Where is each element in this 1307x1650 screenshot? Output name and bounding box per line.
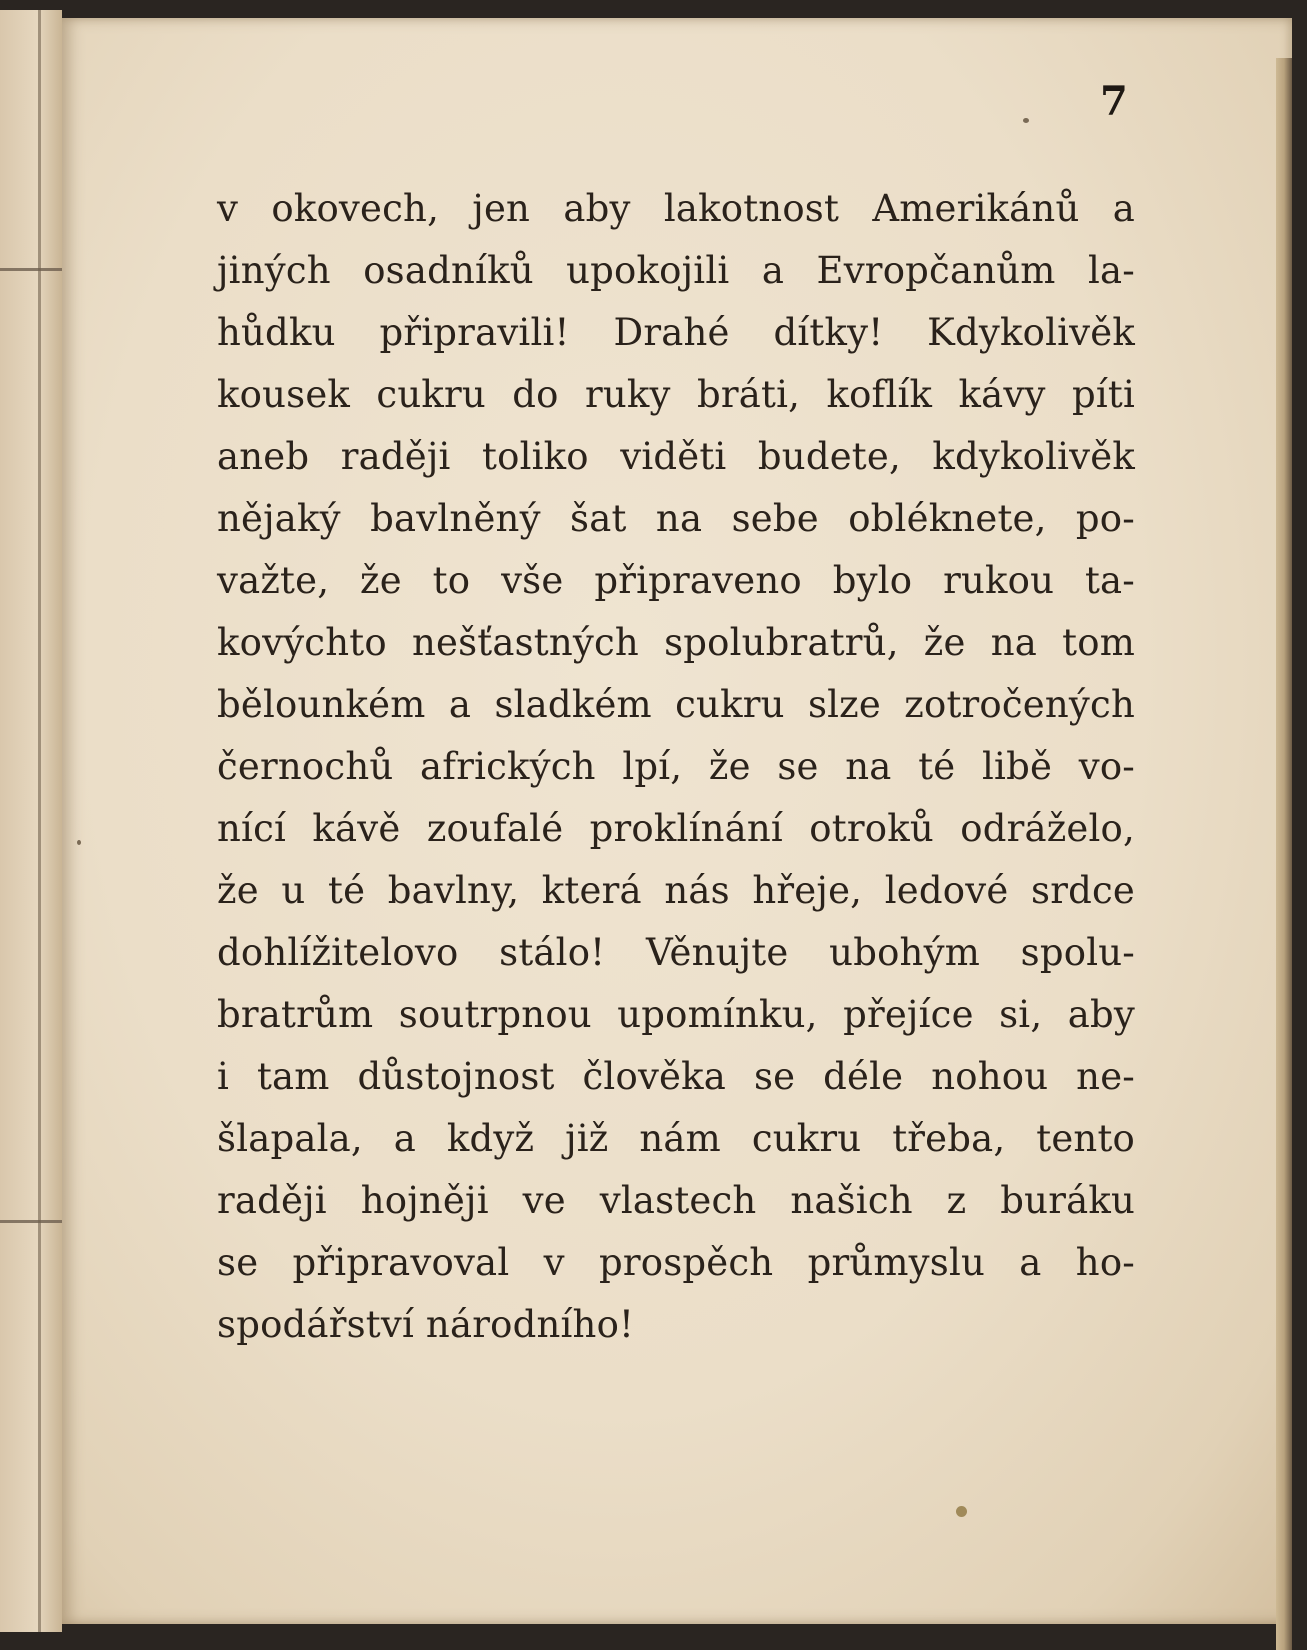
- body-text: [217, 178, 1135, 1356]
- text-line: jiných osadníků upokojili a Evropčanům la-: [217, 249, 1135, 292]
- text-line: raději hojněji ve vlastech našich z buráku: [217, 1179, 1135, 1222]
- text-line: černochů afrických lpí, že se na té libě vo-: [217, 745, 1135, 788]
- text-line: spodářství národního!: [217, 1303, 635, 1346]
- text-line: bělounkém a sladkém cukru slze zotročených: [217, 683, 1135, 726]
- text-line: i tam důstojnost člověka se déle nohou ne-: [217, 1055, 1135, 1098]
- text-line: nící kávě zoufalé proklínání otroků odráželo,: [217, 807, 1135, 850]
- text-line: hůdku připravili! Drahé dítky! Kdykolivěk: [217, 311, 1135, 354]
- text-line: bratrům soutrpnou upomínku, přejíce si, aby: [217, 993, 1135, 1036]
- text-line: aneb raději toliko viděti budete, kdykolivěk: [217, 435, 1135, 478]
- text-line: se připravoval v prospěch průmyslu a ho-: [217, 1241, 1135, 1284]
- left-page-tick-mark: [0, 1220, 62, 1223]
- page-edge-shadow: [1276, 58, 1292, 1650]
- left-page-margin-rule: [38, 10, 41, 1632]
- text-line: šlapala, a když již nám cukru třeba, tento: [217, 1117, 1135, 1160]
- paper-speck: [77, 840, 81, 845]
- paper-speck: [1023, 118, 1029, 123]
- text-line: kousek cukru do ruky bráti, koflík kávy píti: [217, 373, 1135, 416]
- left-page-tick-mark: [0, 268, 62, 271]
- left-facing-page: [0, 10, 62, 1632]
- page-number: 7: [1100, 78, 1128, 125]
- text-line: važte, že to vše připraveno bylo rukou ta-: [217, 559, 1135, 602]
- paper-speck: [956, 1506, 967, 1517]
- text-line: nějaký bavlněný šat na sebe obléknete, po-: [217, 497, 1135, 540]
- text-line: že u té bavlny, která nás hřeje, ledové srdce: [217, 869, 1135, 912]
- text-line: v okovech, jen aby lakotnost Amerikánů a: [217, 187, 1135, 230]
- text-line: kovýchto nešťastných spolubratrů, že na tom: [217, 621, 1135, 664]
- text-line: dohlížitelovo stálo! Věnujte ubohým spolu-: [217, 931, 1135, 974]
